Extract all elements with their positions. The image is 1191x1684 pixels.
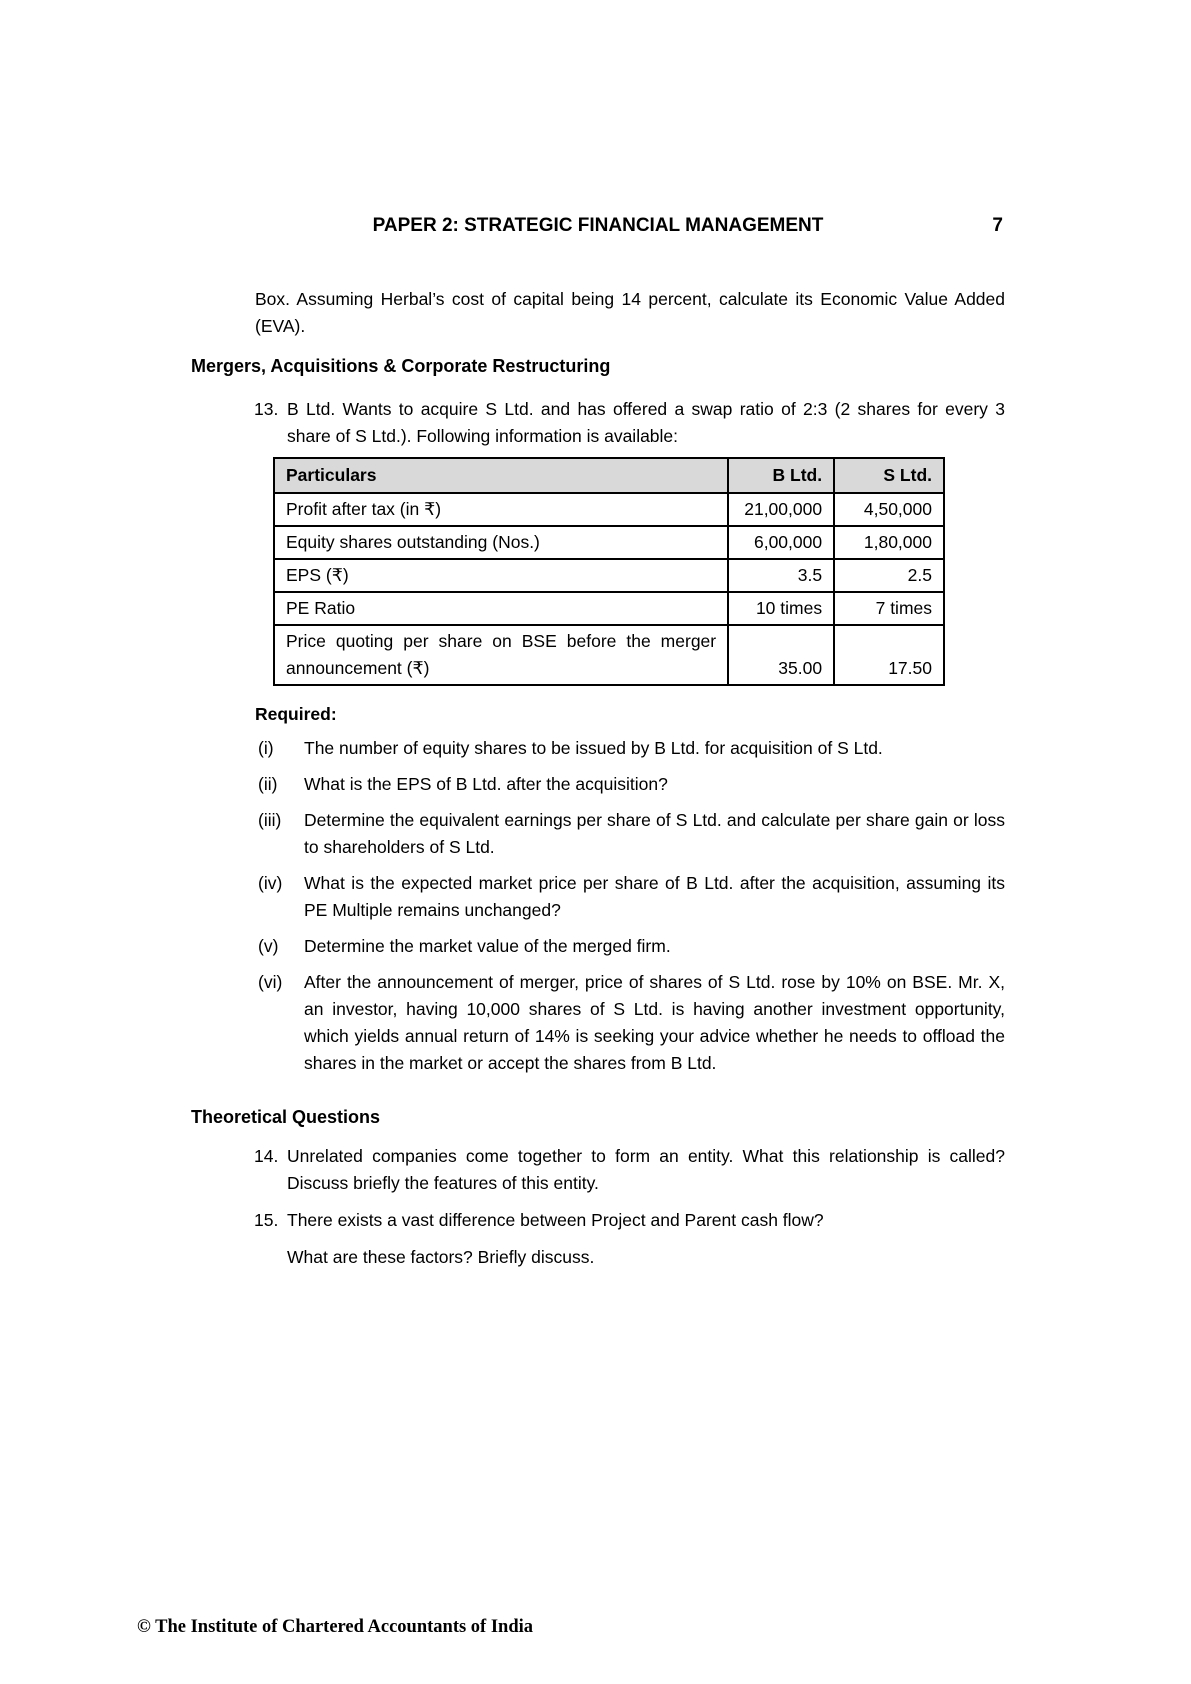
cell-label: PE Ratio: [274, 592, 728, 625]
cell-value-s: 7 times: [834, 592, 944, 625]
required-item-ii-text: What is the EPS of B Ltd. after the acquisition?: [304, 774, 668, 794]
required-item-vi-text: After the announcement of merger, price of shares of S Ltd. rose by 10% on BSE. Mr. X, an investor, having 10,000 shares of S Ltd. is having another investment opportunity, which yields annual return of 14% is seeking your advice whether he needs to offload the shares in the market or accept the shares from B Ltd.: [304, 972, 1005, 1073]
required-item-i-label: (i): [258, 738, 274, 758]
cell-value-b: 6,00,000: [728, 526, 834, 559]
cell-label: Equity shares outstanding (Nos.): [274, 526, 728, 559]
required-item-iv-label: (iv): [258, 873, 283, 893]
cell-value-b: 3.5: [728, 559, 834, 592]
required-item-iii-label: (iii): [258, 810, 282, 830]
cell-value-b: 21,00,000: [728, 493, 834, 526]
cell-value-s: 1,80,000: [834, 526, 944, 559]
cell-value-s: 4,50,000: [834, 493, 944, 526]
copyright-footer: © The Institute of Chartered Accountants of India: [137, 1617, 534, 1637]
page-header: [191, 212, 1005, 239]
cell-label: Price quoting per share on BSE before the merger announcement (₹): [274, 625, 728, 685]
required-label: Required:: [255, 704, 337, 724]
required-item-iii: [191, 807, 1005, 861]
required-item-i: [191, 735, 1005, 762]
section-heading-mergers: Mergers, Acquisitions & Corporate Restructuring: [191, 356, 611, 376]
cell-value-s: 17.50: [834, 625, 944, 685]
cell-value-s: 2.5: [834, 559, 944, 592]
question-15-text: There exists a vast difference between Project and Parent cash flow?: [287, 1210, 824, 1230]
table-row: [274, 493, 944, 526]
required-item-ii-label: (ii): [258, 774, 278, 794]
paper-title: PAPER 2: STRATEGIC FINANCIAL MANAGEMENT: [372, 215, 824, 236]
question-15-number: 15.: [254, 1210, 279, 1230]
required-item-i-text: The number of equity shares to be issued by B Ltd. for acquisition of S Ltd.: [304, 738, 883, 758]
cell-value-b: 35.00: [728, 625, 834, 685]
col-header-particulars: Particulars: [274, 458, 728, 493]
financial-data-table: [273, 457, 945, 686]
required-item-vi: [191, 969, 1005, 1077]
required-item-v-text: Determine the market value of the merged firm.: [304, 936, 671, 956]
table-row: [274, 625, 944, 685]
question-14-number: 14.: [254, 1146, 279, 1166]
question-15-text2: What are these factors? Briefly discuss.: [287, 1247, 595, 1267]
required-item-iii-text: Determine the equivalent earnings per share of S Ltd. and calculate per share gain or loss to shareholders of S Ltd.: [304, 810, 1005, 857]
required-item-vi-label: (vi): [258, 972, 283, 992]
col-header-b-ltd: B Ltd.: [728, 458, 834, 493]
cell-label: Profit after tax (in ₹): [274, 493, 728, 526]
required-item-ii: [191, 771, 1005, 798]
cell-label: EPS (₹): [274, 559, 728, 592]
table-header-row: [274, 458, 944, 493]
question-15: [191, 1207, 1005, 1234]
question-13: [191, 396, 1005, 450]
required-item-v-label: (v): [258, 936, 279, 956]
table-row: [274, 526, 944, 559]
question-14: [191, 1143, 1005, 1197]
intro-paragraph: Box. Assuming Herbal’s cost of capital being 14 percent, calculate its Economic Value Added (EVA).: [255, 289, 1005, 336]
cell-value-b: 10 times: [728, 592, 834, 625]
document-content: [191, 212, 1005, 1271]
required-item-v: [191, 933, 1005, 960]
question-13-number: 13.: [254, 399, 279, 419]
page-number: 7: [992, 215, 1003, 236]
section-heading-theoretical: Theoretical Questions: [191, 1107, 381, 1127]
table-row: [274, 592, 944, 625]
question-14-text: Unrelated companies come together to form an entity. What this relationship is called? Discuss briefly the features of this entity.: [287, 1146, 1005, 1193]
required-item-iv-text: What is the expected market price per share of B Ltd. after the acquisition, assuming its PE Multiple remains unchanged?: [304, 873, 1005, 920]
question-13-text: B Ltd. Wants to acquire S Ltd. and has offered a swap ratio of 2:3 (2 shares for every 3 share of S Ltd.). Following information is available:: [287, 399, 1005, 446]
table-row: [274, 559, 944, 592]
required-item-iv: [191, 870, 1005, 924]
col-header-s-ltd: S Ltd.: [834, 458, 944, 493]
